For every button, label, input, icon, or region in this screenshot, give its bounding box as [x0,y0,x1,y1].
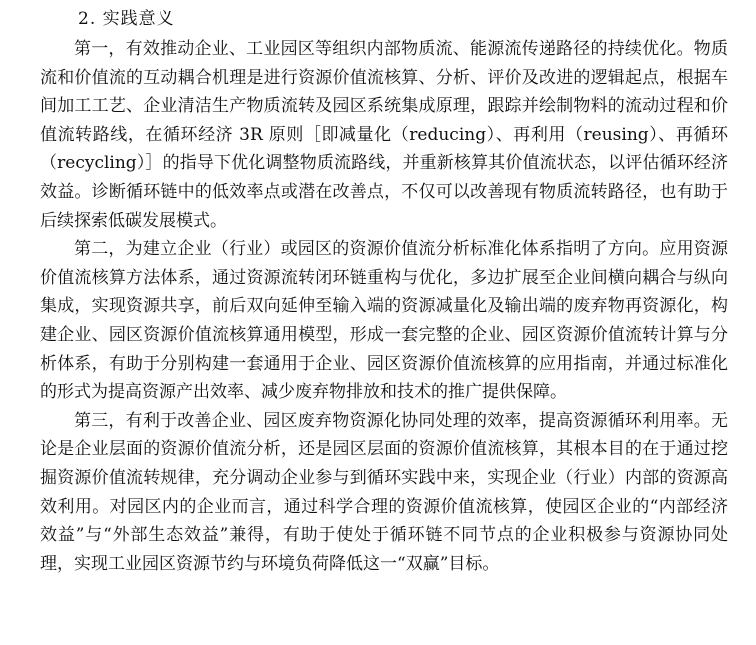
paragraph-second: 第二，为建立企业（行业）或园区的资源价值流分析标准化体系指明了方向。应用资源价值流核算方法体系，通过资源流转闭环链重构与优化，多边扩展至企业间横向耦合与纵向集成，实现资源共享，前后双向延伸至输入端的资源减量化及输出端的废弃物再资源化，构建企业、园区资源价值流核算通用模型，形成一套完整的企业、园区资源价值流转计算与分析体系，有助于分别构建一套通用于企业、园区资源价值流核算的应用指南，并通过标准化的形式为提高资源产出效率、减少废弃物排放和技术的推广提供保障。 [40,239,728,403]
section-heading: 2. 实践意义 [78,9,175,29]
paragraph-first: 第一，有效推动企业、工业园区等组织内部物质流、能源流传递路径的持续优化。物质流和价值流的互动耦合机理是进行资源价值流核算、分析、评价及改进的逻辑起点，根据车间加工工艺、企业清洁生产物质流转及园区系统集成原理，跟踪并绘制物料的流动过程和价值流转路线，在循环经济 3R 原则［即减量化（reducing）、再利用（reusing）、再循环（recycling）］的指导下优化调整物质流路线，并重新核算其价值流状态，以评估循环经济效益。诊断循环链中的低效率点或潜在改善点，不仅可以改善现有物质流转路径，也有助于后续探索低碳发展模式。 [40,39,728,231]
paragraph-third: 第三，有利于改善企业、园区废弃物资源化协同处理的效率，提高资源循环利用率。无论是企业层面的资源价值流分析，还是园区层面的资源价值流核算，其根本目的在于通过挖掘资源价值流转规律，充分调动企业参与到循环实践中来，实现企业（行业）内部的资源高效利用。对园区内的企业而言，通过科学合理的资源价值流核算，使园区企业的“内部经济效益”与“外部生态效益”兼得，有助于使处于循环链不同节点的企业积极参与资源协同处理，实现工业园区资源节约与环境负荷降低这一“双赢”目标。 [40,410,728,574]
